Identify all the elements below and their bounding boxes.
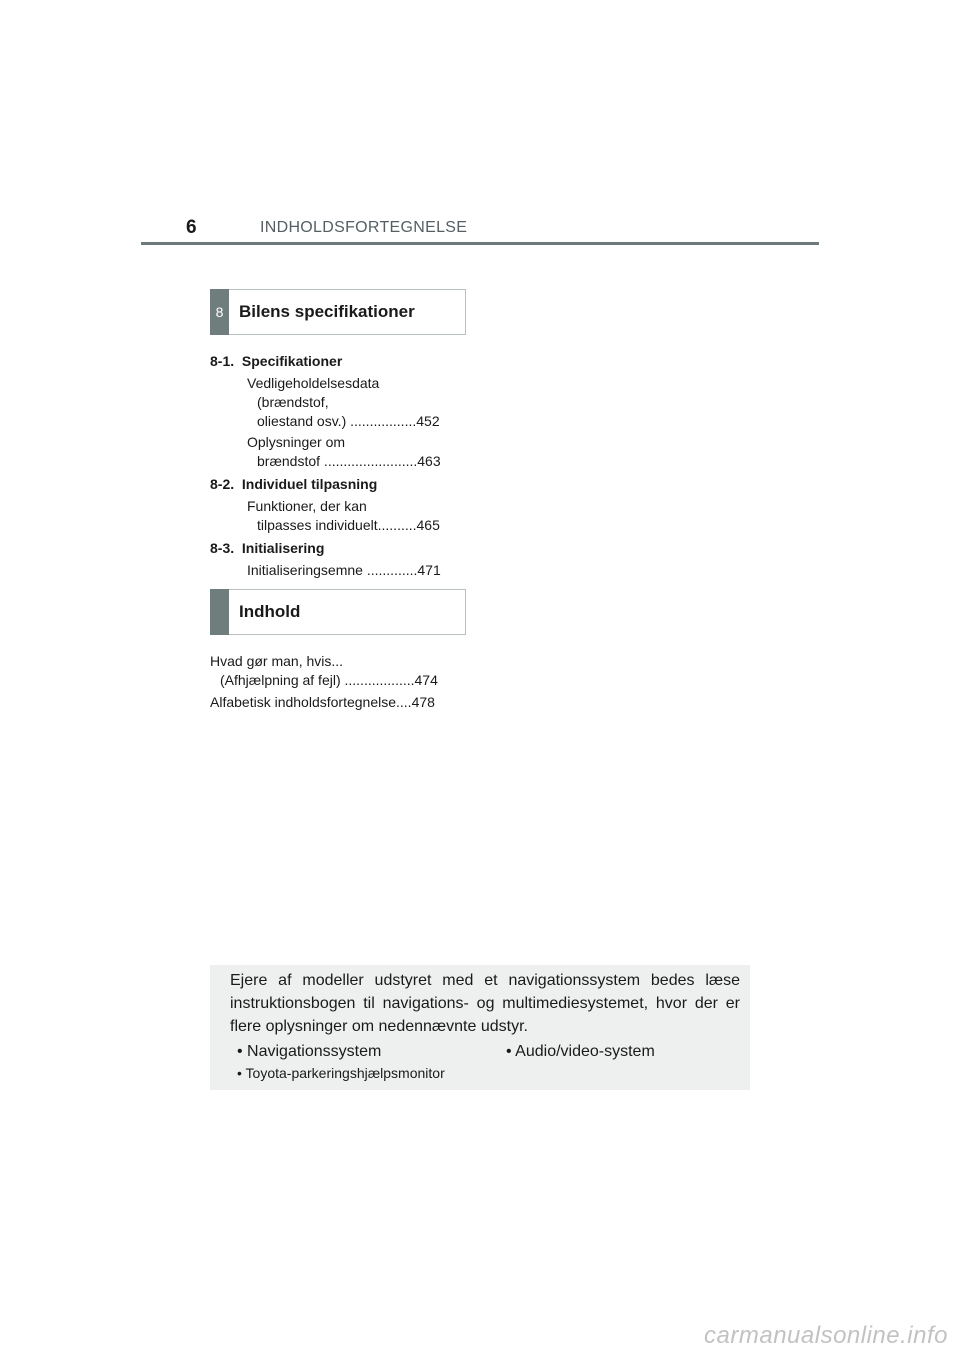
- running-title: INDHOLDSFORTEGNELSE: [260, 219, 468, 236]
- index-entry[interactable]: Hvad gør man, hvis...: [210, 653, 344, 669]
- section-tab-blank: [210, 589, 229, 635]
- index-entry[interactable]: Alfabetisk indholdsfortegnelse....478: [210, 694, 435, 710]
- toc-entry[interactable]: Funktioner, der kan: [247, 498, 367, 514]
- toc-entry[interactable]: (brændstof,: [257, 394, 329, 410]
- toc-entry[interactable]: oliestand osv.) .................452: [257, 413, 440, 429]
- index-section-header: [210, 589, 466, 635]
- navigation-note-box: [210, 965, 750, 1090]
- toc-entry[interactable]: brændstof ........................463: [257, 453, 441, 469]
- watermark: carmanualsonline.info: [704, 1322, 948, 1349]
- page-number: 6: [186, 217, 197, 238]
- note-item-navigation: • Navigationssystem: [237, 1043, 382, 1060]
- toc-entry[interactable]: tilpasses individuelt..........465: [257, 517, 440, 533]
- toc-heading-8-2[interactable]: 8-2. Individuel tilpasning: [210, 476, 378, 492]
- toc-entry[interactable]: Oplysninger om: [247, 434, 346, 450]
- section-title: Bilens specifikationer: [239, 302, 415, 321]
- toc-heading-8-1[interactable]: 8-1. Specifikationer: [210, 353, 343, 369]
- section-8-header: [210, 289, 466, 335]
- index-entry[interactable]: (Afhjælpning af fejl) ..................474: [220, 672, 438, 688]
- header-rule: [141, 242, 819, 245]
- toc-entry[interactable]: Initialiseringsemne .............471: [247, 562, 441, 578]
- note-item-parking-monitor: • Toyota-parkeringshjælpsmonitor: [237, 1065, 445, 1081]
- toc-entry[interactable]: Vedligeholdelsesdata: [247, 375, 380, 391]
- note-item-audio-video: • Audio/video-system: [506, 1043, 655, 1060]
- section-tab: 8: [210, 289, 229, 335]
- section-title: Indhold: [239, 602, 301, 621]
- note-paragraph: Ejere af modeller udstyret med et navigationssystem bedes læse instruktionsbogen til navigations- og multimediesystemet, hvor der er flere oplysninger om nedennævnte udstyr.: [230, 972, 740, 1035]
- toc-heading-8-3[interactable]: 8-3. Initialisering: [210, 540, 325, 556]
